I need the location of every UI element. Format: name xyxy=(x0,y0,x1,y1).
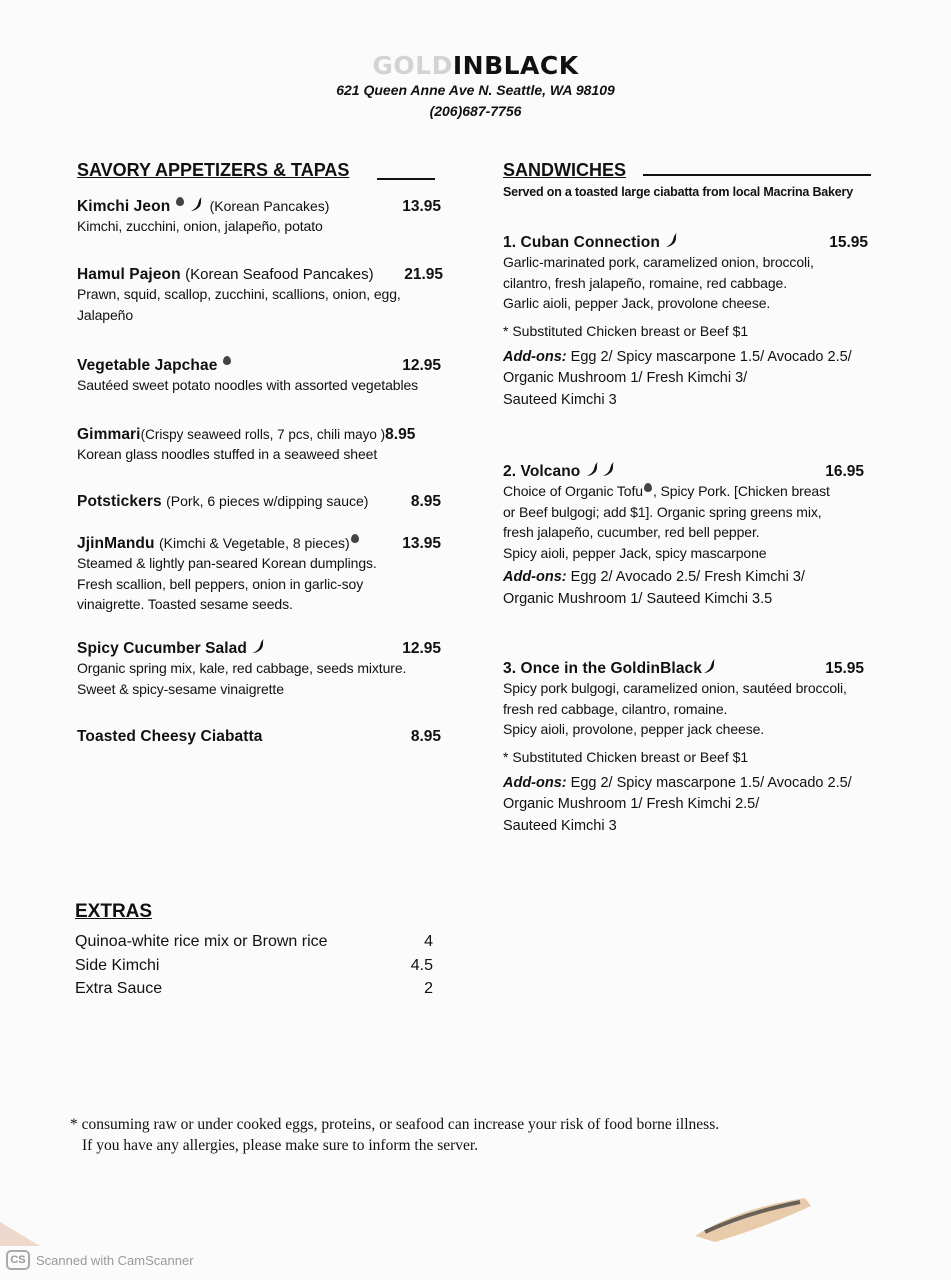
disclaimer-line-1: * consuming raw or under cooked eggs, proteins, or seafood can increase your risk of food borne illness. xyxy=(70,1116,720,1133)
vegetarian-drop-icon xyxy=(644,483,652,492)
addons-line: Sauteed Kimchi 3 xyxy=(503,391,617,408)
item-note: (Pork, 6 pieces w/dipping sauce) xyxy=(166,493,369,509)
sandwiches-section xyxy=(503,158,878,834)
scanner-watermark xyxy=(6,1250,194,1270)
sandwich-once-in-the-goldinblack xyxy=(503,660,878,837)
item-description xyxy=(503,481,878,563)
item-price: 8.95 xyxy=(410,728,441,745)
menu-item-potstickers xyxy=(77,493,447,511)
extra-item xyxy=(75,954,435,978)
addons-list xyxy=(503,773,878,838)
extra-name: Side Kimchi xyxy=(75,956,160,974)
addons-label: Add-ons: xyxy=(503,774,567,791)
sandwich-volcano xyxy=(503,463,878,610)
section-title-extras: EXTRAS xyxy=(75,901,153,922)
addons-line: Organic Mushroom 1/ Fresh Kimchi 3/ xyxy=(503,370,748,386)
desc-line: fresh jalapeño, cucumber, red bell pepper. xyxy=(503,524,760,540)
vegetarian-drop-icon xyxy=(223,356,231,365)
extra-name: Extra Sauce xyxy=(75,980,163,997)
disclaimer-line-2: If you have any allergies, please make sure to inform the server. xyxy=(82,1137,479,1154)
menu-item-spicy-cucumber-salad xyxy=(77,640,447,699)
item-name: JjinMandu xyxy=(77,535,155,552)
extra-name: Quinoa-white rice mix or Brown rice xyxy=(75,933,328,950)
item-price: 12.95 xyxy=(402,640,441,657)
chili-pepper-icon xyxy=(665,232,679,248)
item-name: Vegetable Japchae xyxy=(77,357,218,374)
item-price: 21.95 xyxy=(404,266,443,283)
chili-pepper-icon xyxy=(602,461,616,477)
item-description: Steamed & lightly pan-seared Korean dumplings. Fresh scallion, bell peppers, onion in garlic-soy vinaigrette. Toasted sesame seeds. xyxy=(77,555,377,612)
item-note: (Crispy seaweed rolls, 7 pcs, chili mayo ) xyxy=(140,427,386,442)
addons-line: Egg 2/ Avocado 2.5/ Fresh Kimchi 3/ xyxy=(566,569,805,585)
desc-line: or Beef bulgogi; add $1]. Organic spring greens mix, xyxy=(503,503,822,520)
item-note: (Korean Seafood Pancakes) xyxy=(185,266,374,283)
item-price: 16.95 xyxy=(825,463,864,480)
addons-line: Sauteed Kimchi 3 xyxy=(503,817,617,834)
camscanner-logo-icon: CS xyxy=(6,1250,30,1270)
extra-item xyxy=(75,930,435,954)
appetizers-section xyxy=(77,158,447,745)
menu-item-jjinmandu xyxy=(77,535,447,615)
restaurant-phone: (206)687-7756 xyxy=(429,103,522,119)
item-name: 1. Cuban Connection xyxy=(503,234,660,251)
item-price: 15.95 xyxy=(829,234,868,251)
section-title-sandwiches: SANDWICHES xyxy=(503,160,627,180)
item-description: Prawn, squid, scallop, zucchini, scallions, onion, egg, Jalapeño xyxy=(77,286,401,323)
sandwich-cuban-connection xyxy=(503,234,878,411)
item-price: 8.95 xyxy=(410,493,441,510)
desc-line: Choice of Organic Tofu xyxy=(503,483,643,499)
extra-price: 4.5 xyxy=(410,956,433,974)
title-rule xyxy=(643,174,871,176)
item-price: 15.95 xyxy=(825,660,864,677)
menu-item-gimmari xyxy=(77,426,447,465)
substitution-note: * Substituted Chicken breast or Beef $1 xyxy=(503,748,749,765)
item-name: 3. Once in the GoldinBlack xyxy=(503,660,702,677)
food-safety-disclaimer xyxy=(70,1114,830,1156)
item-description: Sautéed sweet potato noodles with assorted vegetables xyxy=(77,377,419,393)
item-description: Kimchi, zucchini, onion, jalapeño, potato xyxy=(77,218,323,234)
item-price: 8.95 xyxy=(385,426,416,443)
restaurant-address: 621 Queen Anne Ave N. Seattle, WA 98109 xyxy=(336,82,615,98)
addons-label: Add-ons: xyxy=(503,348,567,365)
addons-line: Organic Mushroom 1/ Sauteed Kimchi 3.5 xyxy=(503,590,773,607)
vegetarian-drop-icon xyxy=(176,197,184,206)
logo-black-text: INBLACK xyxy=(452,51,579,80)
watermark-text: Scanned with CamScanner xyxy=(36,1252,194,1268)
extra-item xyxy=(75,977,435,1001)
item-price: 12.95 xyxy=(402,357,441,374)
menu-item-kimchi-jeon xyxy=(77,198,447,237)
item-name: Kimchi Jeon xyxy=(77,198,171,215)
item-description: Organic spring mix, kale, red cabbage, seeds mixture. Sweet & spicy-sesame vinaigrette xyxy=(77,660,407,697)
desc-line: Garlic-marinated pork, caramelized onion, broccoli, xyxy=(503,254,814,270)
page-corner-artifact xyxy=(0,1222,40,1246)
item-note: (Korean Pancakes) xyxy=(209,198,330,214)
item-name: Toasted Cheesy Ciabatta xyxy=(77,728,263,745)
addons-list xyxy=(503,347,878,412)
desc-line: cilantro, fresh jalapeño, romaine, red cabbage. xyxy=(503,274,788,291)
title-rule xyxy=(377,178,435,180)
addons-label: Add-ons: xyxy=(503,569,567,585)
menu-item-vegetable-japchae xyxy=(77,357,447,396)
item-name: Spicy Cucumber Salad xyxy=(77,640,247,657)
section-subtitle: Served on a toasted large ciabatta from local Macrina Bakery xyxy=(503,185,853,199)
addons-line: Egg 2/ Spicy mascarpone 1.5/ Avocado 2.5/ xyxy=(566,348,852,365)
chili-pepper-icon xyxy=(190,196,204,212)
desc-line: Spicy aioli, pepper Jack, spicy mascarpone xyxy=(503,544,767,561)
extras-section xyxy=(75,900,435,1001)
item-description: Korean glass noodles stuffed in a seaweed sheet xyxy=(77,446,378,462)
item-note: (Kimchi & Vegetable, 8 pieces) xyxy=(159,535,350,551)
item-name: Gimmari xyxy=(77,426,141,443)
menu-item-toasted-cheesy-ciabatta xyxy=(77,728,447,746)
addons-line: Egg 2/ Spicy mascarpone 1.5/ Avocado 2.5/ xyxy=(566,774,852,791)
section-title-appetizers: SAVORY APPETIZERS & TAPAS xyxy=(77,160,350,180)
desc-line: fresh red cabbage, cilantro, romaine. xyxy=(503,700,728,717)
item-name: Potstickers xyxy=(77,493,162,510)
restaurant-logo xyxy=(0,52,951,80)
addons-list xyxy=(503,567,878,610)
menu-header xyxy=(0,52,951,122)
item-price: 13.95 xyxy=(402,535,441,552)
item-price: 13.95 xyxy=(402,198,441,215)
logo-gold-text: GOLD xyxy=(372,51,453,80)
item-name: 2. Volcano xyxy=(503,463,581,480)
menu-item-hamul-pajeon xyxy=(77,266,447,325)
vegetarian-drop-icon xyxy=(351,534,359,543)
desc-line: Spicy pork bulgogi, caramelized onion, sautéed broccoli, xyxy=(503,680,847,696)
substitution-note: * Substituted Chicken breast or Beef $1 xyxy=(503,322,749,339)
item-description xyxy=(503,678,878,740)
item-name: Hamul Pajeon xyxy=(77,266,181,283)
addons-line: Organic Mushroom 1/ Fresh Kimchi 2.5/ xyxy=(503,796,760,812)
chili-pepper-icon xyxy=(586,461,600,477)
chili-pepper-icon xyxy=(703,658,717,674)
desc-line: , Spicy Pork. [Chicken breast xyxy=(652,483,830,499)
extra-price: 4 xyxy=(424,933,433,950)
chili-pepper-icon xyxy=(252,638,266,654)
desc-line: Garlic aioli, pepper Jack, provolone cheese. xyxy=(503,295,771,311)
item-description xyxy=(503,252,878,314)
scan-edge-artifact xyxy=(695,1196,815,1242)
extra-price: 2 xyxy=(424,980,433,997)
desc-line: Spicy aioli, provolone, pepper jack cheese. xyxy=(503,721,765,737)
